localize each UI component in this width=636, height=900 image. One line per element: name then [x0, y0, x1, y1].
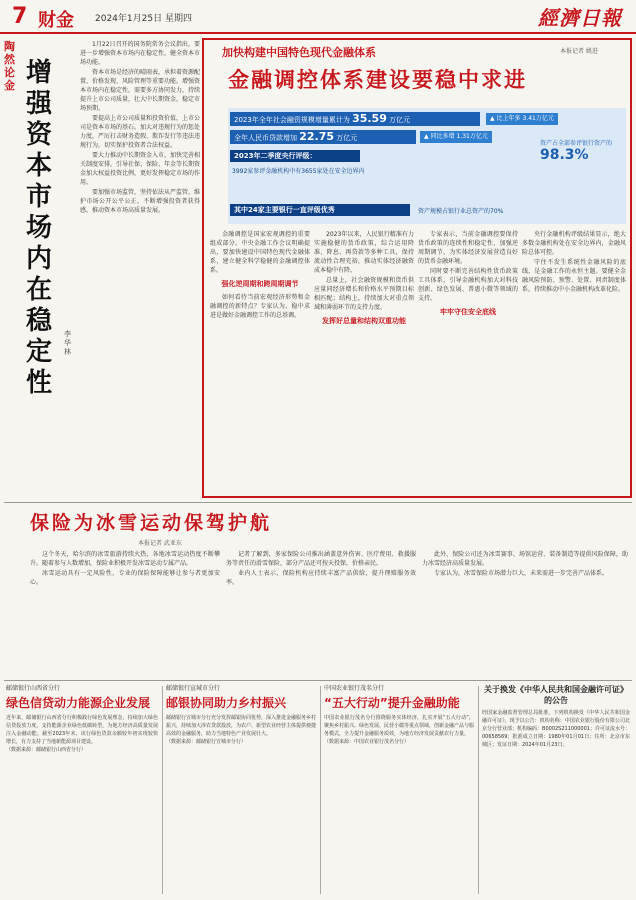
article2-column-3 — [422, 550, 628, 678]
article2-paragraph: 此外，保险公司还为冰雪赛事、场馆运营、装备制造等提供风险保障，助力冰雪经济高质量发展。 — [422, 551, 628, 567]
feature-paragraph: 金融调控是国家宏观调控的重要组成部分。中央金融工作会议明确提出，要加快建设中国特色现代金融体系，建立健全科学稳健的金融调控体系。 — [210, 231, 310, 274]
ad-title: 邮银协同助力乡村振兴 — [166, 696, 287, 710]
stat-tag-unit: 万亿元 — [469, 133, 488, 140]
ad-bank-name: 邮储银行山西省分行 — [6, 685, 61, 692]
article2-paragraph: 业内人士表示，保险机构应持续丰富产品供给，提升理赔服务效率。 — [226, 570, 416, 586]
feature-paragraph: 央行金融机构评级结果显示，绝大多数金融机构处在安全边界内，金融风险总体可控。 — [522, 231, 626, 256]
ads-divider — [4, 680, 632, 681]
feature-headline: 金融调控体系建设要稳中求进 — [228, 68, 527, 92]
commentary-paragraph: 要加强市场监管，坚持依法从严监管，维护市场公开公平公正，不断增强投资者获得感，推动资本市场高质量发展。 — [80, 189, 200, 214]
stat-tag-yoy — [420, 131, 492, 143]
page-header — [0, 0, 636, 34]
feature-column-2 — [314, 230, 414, 492]
feature-subhead: 发挥好总量和结构双重功能 — [322, 317, 406, 325]
feature-byline: 本报记者 姚进 — [560, 48, 598, 55]
feature-subhead: 牢牢守住安全底线 — [440, 308, 496, 316]
ad-source: （数据来源：邮储银行宣城市分行） — [166, 739, 247, 745]
commentary-paragraph: 要提高上市公司质量和投资价值，上市公司是资本市场的基石。加大对违规行为的惩处力度，严厉打击财务造假、欺诈发行等违法违规行为，切实保护投资者合法权益。 — [80, 115, 200, 149]
asset-ratio-value: 98.3% — [540, 147, 589, 163]
feature-paragraph: 同时要不断完善结构性货币政策工具体系，引导金融机构加大对科技创新、绿色发展、普惠小微等领域的支持。 — [418, 268, 518, 302]
ad-psbc-xuancheng — [166, 684, 316, 896]
stat-value: 35.59 — [352, 112, 387, 125]
ad-abc-maoming — [324, 684, 474, 896]
commentary-body — [80, 40, 200, 482]
notice-body: 经国家金融监督管理总局批准，下列机构换发《中华人民共和国金融许可证》，现予以公告：机构名称：中国农业银行股份有限公司北京分行营业部；机构编码：B0002S211000001；许可证流水号：00658569；批准成立日期：1980年01月01日；住所：北京市东城区；发证日期：2024年01月23日。 — [482, 710, 630, 748]
up-arrow-icon: ▲ — [490, 115, 495, 122]
feature-column-1 — [210, 230, 310, 492]
article2-column-1 — [30, 550, 220, 678]
major-banks-detail: 资产规模占银行业总资产的70% — [418, 208, 504, 215]
stat-tag-label: 同比多增 — [430, 133, 455, 140]
license-notice — [482, 684, 630, 896]
commentary-paragraph: 资本市场是经济的晴雨表，承担着资源配置、价格发现、风险管理等重要功能。增强资本市场内在稳定性，需要多方协同发力，持续提升上市公司质量，壮大中长期资金，稳定市场预期。 — [80, 69, 200, 112]
stat-social-financing — [230, 112, 480, 126]
stat-unit: 万亿元 — [336, 134, 358, 142]
stat-tag-label: 比上年多 — [496, 115, 521, 122]
ad-separator — [320, 686, 321, 894]
article2-paragraph: 这个冬天，哈尔滨的冰雪旅游持续火热，各地冰雪运动热度不断攀升。随着参与人数增加，保险业积极开发冰雪运动专属产品。 — [30, 551, 220, 567]
ad-separator — [162, 686, 163, 894]
stat-unit: 万亿元 — [389, 116, 411, 124]
feature-paragraph: 守住不发生系统性金融风险的底线，是金融工作的永恒主题。要健全金融风险预防、预警、处置、问责制度体系，持续推动中小金融机构改革化险。 — [522, 259, 626, 293]
stat-value: 22.75 — [299, 130, 335, 143]
ad-source: （数据来源：邮储银行山西省分行） — [6, 747, 87, 753]
feature-column-3 — [418, 230, 518, 492]
section-divider — [4, 502, 632, 503]
feature-paragraph: 如何看待当前宏观经济形势和金融调控的新特点？专家认为，稳中求进是做好金融调控工作的总基调。 — [210, 294, 310, 319]
feature-kicker: 加快构建中国特色现代金融体系 — [222, 46, 376, 59]
newspaper-logo: 經濟日報 — [538, 6, 622, 30]
commentary-tag: 陶然论金 — [4, 40, 15, 92]
commentary-paragraph: 要大力推动中长期资金入市，加快完善相关制度安排，引导社保、保险、年金等长期资金加大权益投资比例，更好发挥稳定市场的作用。 — [80, 152, 200, 186]
rating-detail: 3992家参评金融机构中有3655家处在安全边界内 — [232, 168, 365, 175]
up-arrow-icon: ▲ — [424, 133, 429, 140]
ad-body: 近年来，邮储银行山西省分行积极践行绿色发展理念，持续加大绿色信贷投放力度，支持能源企业绿色低碳转型，为地方经济高质量发展注入金融动能。截至2023年末，该行绿色贷款余额较年初实现较快增长，有力支持了当地新能源项目建设。 — [6, 715, 158, 745]
article2-byline: 本报记者 武亚东 — [138, 540, 182, 547]
asset-ratio — [540, 138, 622, 184]
issue-date: 2024年1月25日 星期四 — [95, 14, 192, 24]
page-number: 7 — [12, 4, 28, 29]
rating-subbar: 2023年二季度央行评级： — [230, 150, 360, 162]
ad-bank-name: 中国农业银行茂名分行 — [324, 685, 385, 692]
stat-label: 全年人民币贷款增加 — [234, 134, 297, 142]
ad-body: 中国农业银行茂名分行围绕服务实体经济，扎实开展“五大行动”，聚焦乡村振兴、绿色发展、民营小微等重点领域，创新金融产品与服务模式，全力提升金融服务质效，为地方经济发展贡献农行力量。 — [324, 715, 474, 737]
stat-tag-increase — [486, 113, 558, 125]
stat-tag-value: 1.31 — [456, 133, 470, 140]
section-title: 财金 — [38, 10, 74, 31]
ad-title: 绿色信贷动力能源企业发展 — [6, 696, 151, 710]
stat-rmb-loans — [230, 130, 416, 144]
ad-body: 邮储银行宣城市分行充分发挥邮银协同优势，深入推进金融服务乡村振兴，持续加大涉农贷款投放，为农户、新型农业经营主体提供便捷高效的金融服务，助力当地特色产业发展壮大。 — [166, 715, 316, 737]
article2-title: 保险为冰雪运动保驾护航 — [30, 512, 273, 534]
ad-psbc-shanxi — [6, 684, 158, 896]
feature-column-4 — [522, 230, 626, 492]
article2-paragraph: 记者了解到，多家保险公司推出涵盖意外伤害、医疗费用、救援服务等责任的滑雪保险，部分产品还可按天投保，价格亲民。 — [226, 551, 416, 567]
ad-bank-name: 邮储银行宣城市分行 — [166, 685, 221, 692]
asset-ratio-label: 资产占全部参评银行资产的 — [540, 140, 613, 147]
stat-tag-unit: 万亿元 — [535, 115, 554, 122]
ad-source: （数据来源：中国农业银行茂名分行） — [324, 739, 410, 745]
article2-paragraph: 专家认为，冰雪保险市场潜力巨大，未来需进一步完善产品体系。 — [434, 570, 609, 577]
notice-title: 关于换发《中华人民共和国金融许可证》的公告 — [484, 685, 628, 705]
ad-separator — [478, 686, 479, 894]
major-banks-bar: 其中24家主要银行一直评级优秀 — [230, 204, 410, 216]
stat-label: 2023年全年社会融资规模增量累计为 — [234, 116, 350, 124]
feature-subhead: 强化逆周期和跨周期调节 — [221, 280, 299, 288]
feature-paragraph: 总量上，社会融资规模和货币供应量同经济增长和价格水平预期目标相匹配；结构上，持续加大对重点领域和薄弱环节的支持力度。 — [314, 277, 414, 311]
commentary-paragraph: 1月22日召开的国务院常务会议指出，要进一步增强资本市场内在稳定性，健全资本市场功能。 — [80, 41, 200, 66]
ad-title: “五大行动”提升金融助能 — [324, 696, 460, 710]
article2-column-2 — [226, 550, 416, 678]
commentary-author: 李华林 — [64, 330, 71, 356]
commentary-title: 增强资本市场内在稳定性 — [26, 58, 53, 398]
feature-paragraph: 专家表示，当前金融调控要保持货币政策的连续性和稳定性，加强逆周期调节，为实体经济发展营造良好的货币金融环境。 — [418, 231, 518, 265]
feature-paragraph: 2023年以来，人民银行精准有力实施稳健的货币政策，综合运用降准、降息、再贷款等多种工具，保持流动性合理充裕，推动实体经济融资成本稳中有降。 — [314, 231, 414, 274]
stat-tag-value: 3.41 — [522, 115, 536, 122]
article2-paragraph: 冰雪运动具有一定风险性，专业的保险保障能够让参与者更加安心。 — [30, 570, 220, 586]
